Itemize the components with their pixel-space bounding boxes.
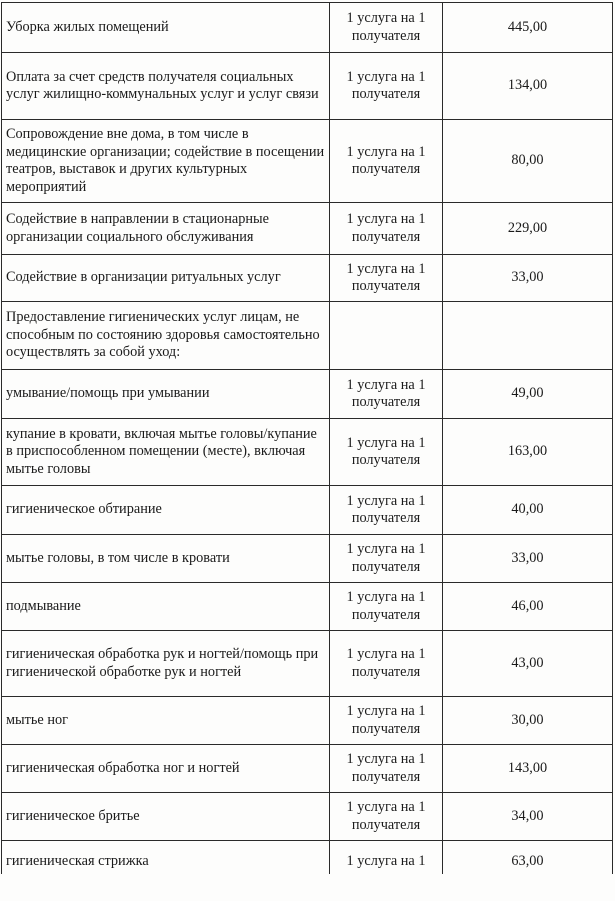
table-row [2,535,613,583]
unit-cell: 1 услуга на 1 получателя [330,255,443,302]
service-name-cell: гигиеническое обтирание [2,486,330,535]
price-cell: 445,00 [443,3,613,53]
price-cell: 134,00 [443,53,613,120]
price-cell: 33,00 [443,255,613,302]
service-name-cell: гигиеническое бритье [2,793,330,841]
price-cell [443,302,613,370]
unit-cell: 1 услуга на 1 получателя [330,793,443,841]
service-name-cell: гигиеническая обработка рук и ногтей/помощь при гигиенической обработке рук и ногтей [2,631,330,697]
price-cell: 43,00 [443,631,613,697]
table-row [2,419,613,486]
price-cell: 63,00 [443,841,613,883]
table-row [2,3,613,53]
price-cell: 80,00 [443,120,613,203]
unit-cell: 1 услуга на 1 получателя [330,583,443,631]
table-row [2,745,613,793]
price-cell: 33,00 [443,535,613,583]
unit-cell: 1 услуга на 1 получателя [330,535,443,583]
table-row [2,203,613,255]
price-cell: 163,00 [443,419,613,486]
service-name-cell: гигиеническая стрижка [2,841,330,883]
price-cell: 34,00 [443,793,613,841]
service-name-cell: подмывание [2,583,330,631]
table-row [2,583,613,631]
unit-cell: 1 услуга на 1 получателя [330,53,443,120]
price-cell: 143,00 [443,745,613,793]
service-name-cell: Предоставление гигиенических услуг лицам, не способным по состоянию здоровья самостоятельно осуществлять за собой уход: [2,302,330,370]
price-cell: 46,00 [443,583,613,631]
table-row [2,53,613,120]
page-bottom-margin [0,874,615,901]
table-row [2,793,613,841]
service-name-cell: Оплата за счет средств получателя социальных услуг жилищно-коммунальных услуг и услуг связи [2,53,330,120]
services-price-table [1,2,613,883]
unit-cell: 1 услуга на 1 получателя [330,745,443,793]
service-name-cell: Содействие в направлении в стационарные организации социального обслуживания [2,203,330,255]
table-row [2,697,613,745]
unit-cell: 1 услуга на 1 получателя [330,370,443,419]
table-row [2,302,613,370]
unit-cell: 1 услуга на 1 получателя [330,120,443,203]
price-cell: 49,00 [443,370,613,419]
table-row [2,486,613,535]
unit-cell: 1 услуга на 1 [330,841,443,883]
service-name-cell: Сопровождение вне дома, в том числе в медицинские организации; содействие в посещении театров, выставок и других культурных мероприятий [2,120,330,203]
unit-cell [330,302,443,370]
table-row [2,370,613,419]
unit-cell: 1 услуга на 1 получателя [330,631,443,697]
service-name-cell: гигиеническая обработка ног и ногтей [2,745,330,793]
table-row [2,631,613,697]
table-row [2,120,613,203]
unit-cell: 1 услуга на 1 получателя [330,486,443,535]
unit-cell: 1 услуга на 1 получателя [330,203,443,255]
unit-cell: 1 услуга на 1 получателя [330,3,443,53]
service-name-cell: Уборка жилых помещений [2,3,330,53]
table-row [2,255,613,302]
service-name-cell: мытье ног [2,697,330,745]
price-cell: 40,00 [443,486,613,535]
price-cell: 229,00 [443,203,613,255]
unit-cell: 1 услуга на 1 получателя [330,419,443,486]
service-name-cell: Содействие в организации ритуальных услуг [2,255,330,302]
unit-cell: 1 услуга на 1 получателя [330,697,443,745]
price-cell: 30,00 [443,697,613,745]
service-name-cell: умывание/помощь при умывании [2,370,330,419]
service-name-cell: мытье головы, в том числе в кровати [2,535,330,583]
service-name-cell: купание в кровати, включая мытье головы/купание в приспособленном помещении (месте), включая мытье головы [2,419,330,486]
